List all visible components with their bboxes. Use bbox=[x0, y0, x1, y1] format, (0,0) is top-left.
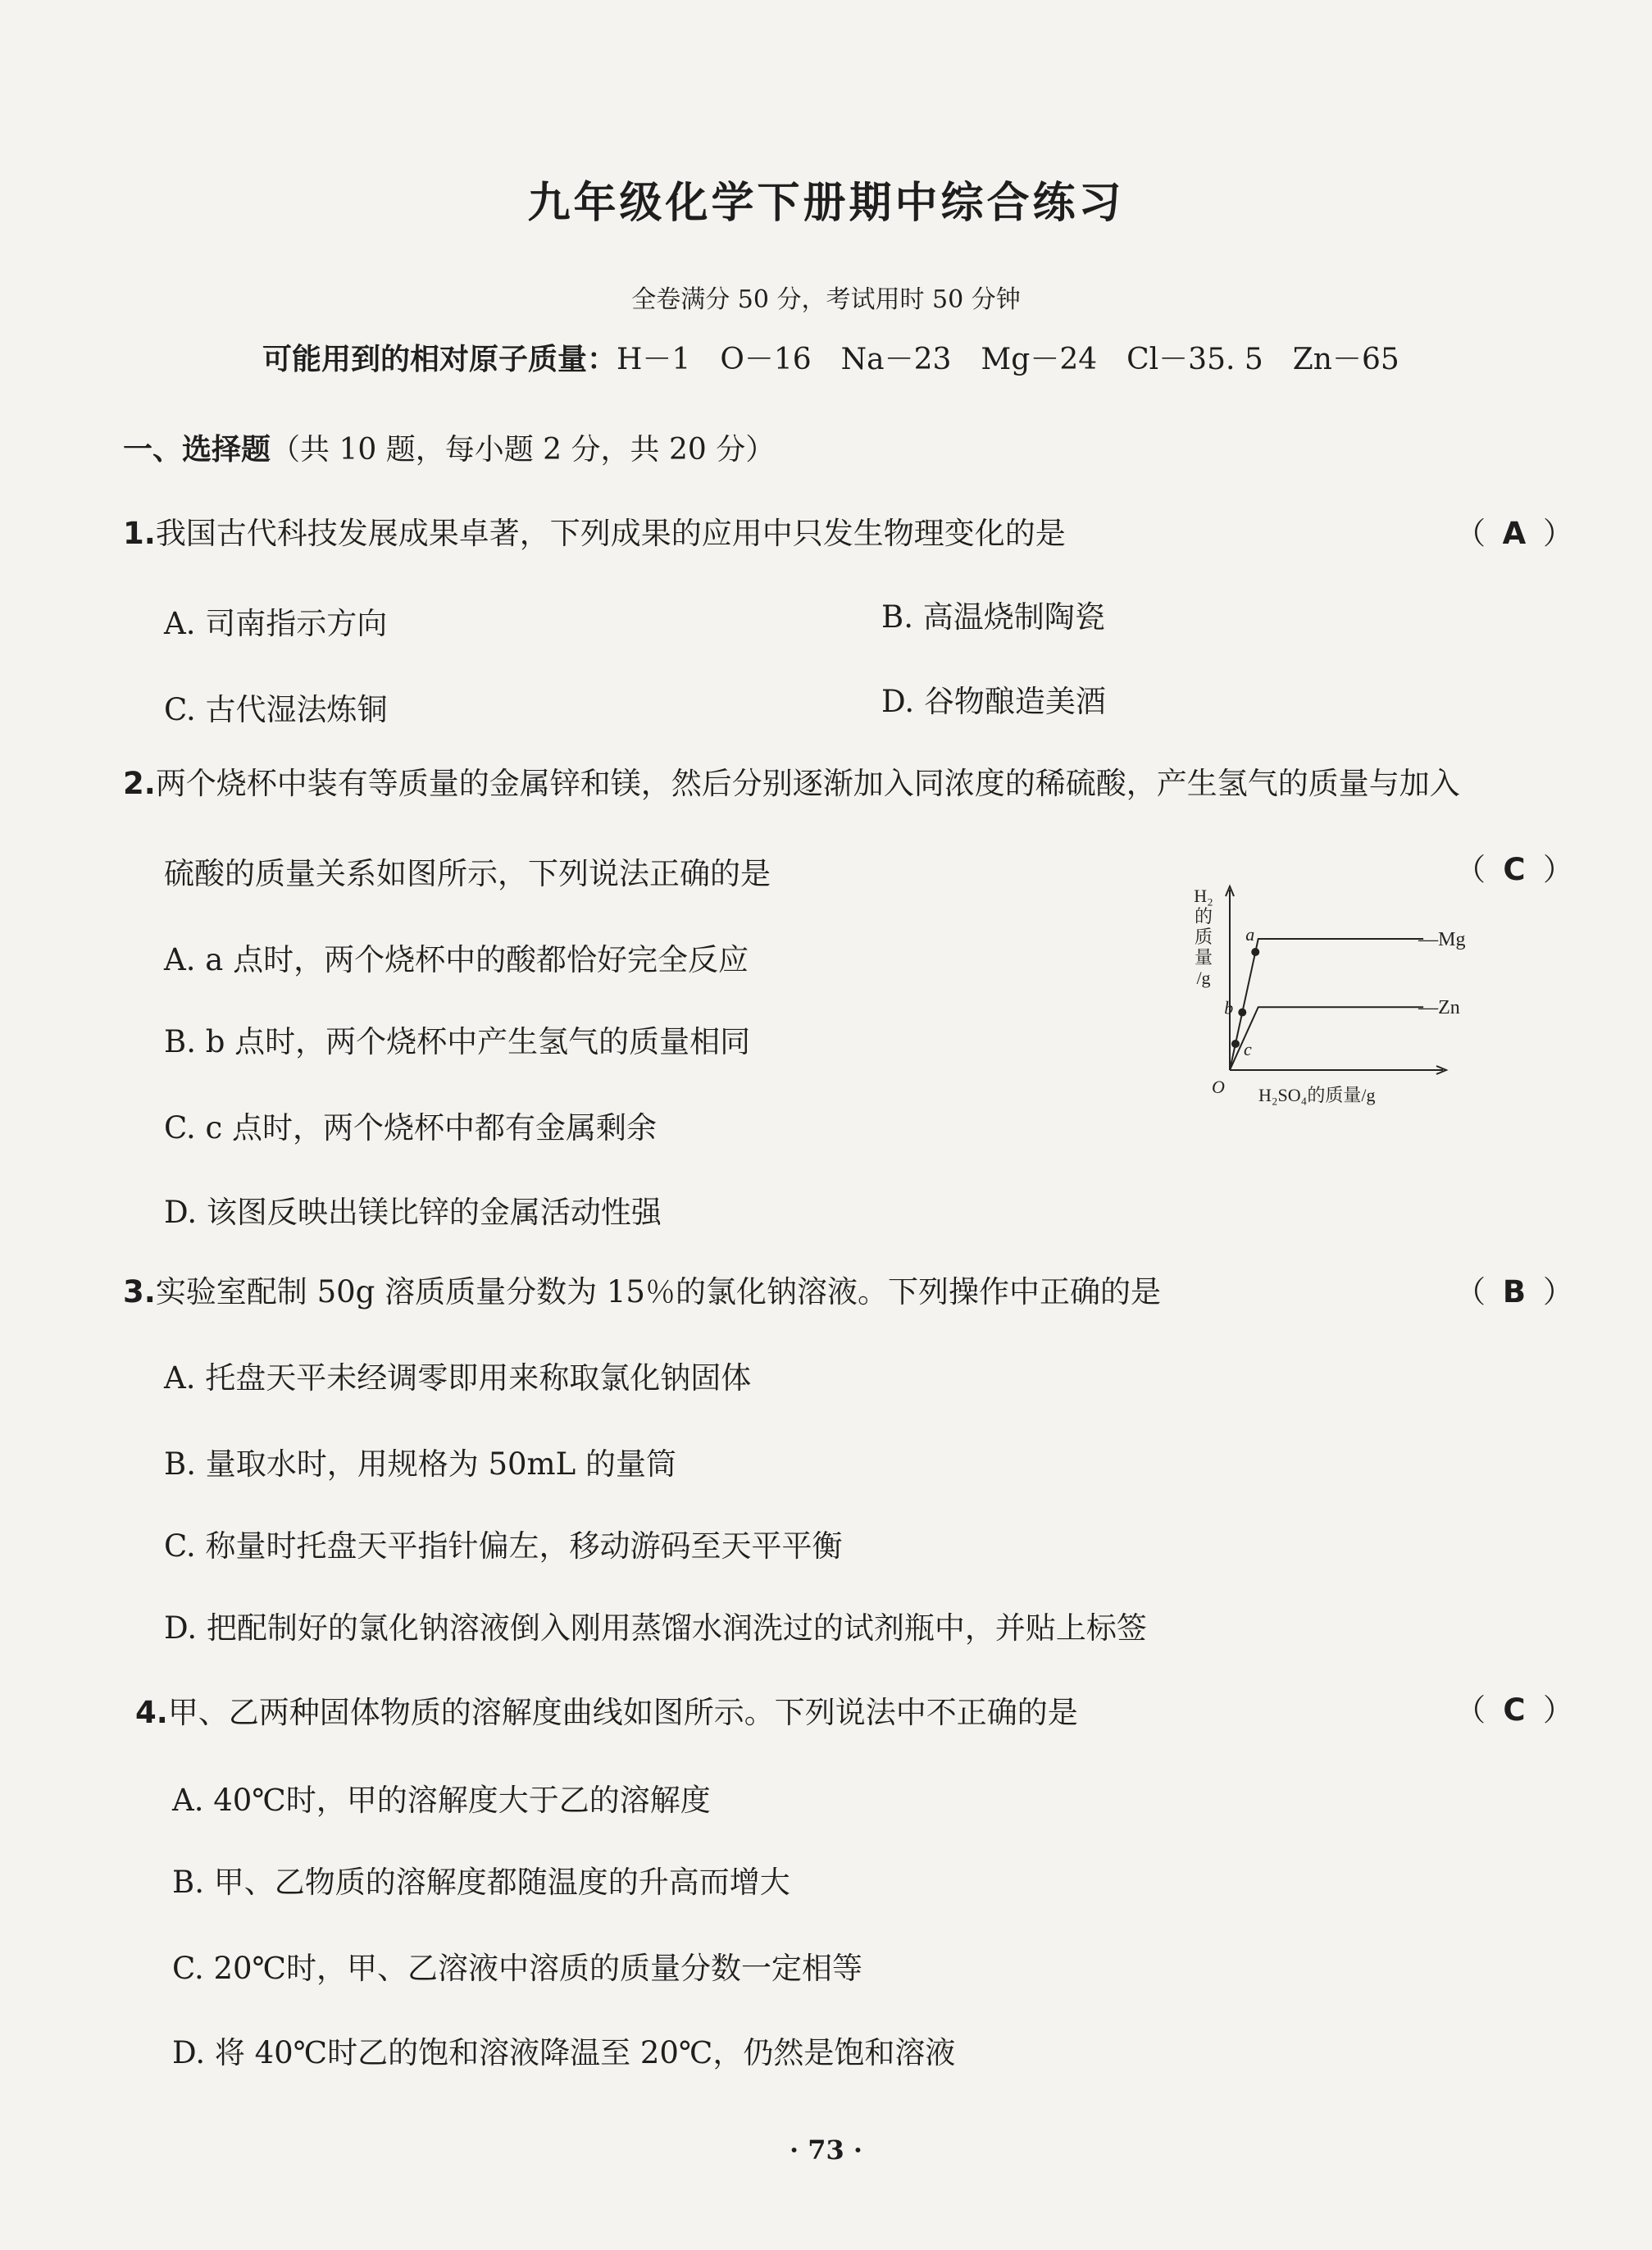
data-point-a bbox=[1251, 948, 1259, 956]
option: D. 谷物酿造美酒 bbox=[881, 684, 1106, 719]
option: B. 高温烧制陶瓷 bbox=[881, 599, 1105, 635]
y-axis-label: /g bbox=[1196, 968, 1211, 988]
option: A. 托盘天平未经调零即用来称取氯化钠固体 bbox=[164, 1360, 752, 1396]
data-point-c bbox=[1231, 1040, 1240, 1048]
series-line-mg bbox=[1230, 939, 1423, 1070]
question-4-stem bbox=[135, 1688, 1078, 1732]
section-heading bbox=[123, 426, 775, 468]
page-title: 九年级化学下册期中综合练习 bbox=[527, 179, 1125, 228]
option: C. 古代湿法炼铜 bbox=[164, 692, 388, 727]
question-text: 两个烧杯中装有等质量的金属锌和镁，然后分别逐渐加入同浓度的稀硫酸，产生氢气的质量与加入 bbox=[155, 766, 1460, 801]
y-axis-label: 质 bbox=[1194, 927, 1213, 947]
option: C. 称量时托盘天平指针偏左，移动游码至天平平衡 bbox=[164, 1528, 843, 1564]
y-axis-label: 量 bbox=[1194, 947, 1213, 968]
answer-letter: A bbox=[1502, 516, 1527, 551]
origin-label: O bbox=[1212, 1077, 1225, 1097]
question-2-stem bbox=[123, 758, 1460, 803]
option: A. 40℃时，甲的溶解度大于乙的溶解度 bbox=[172, 1783, 711, 1818]
option: B. 甲、乙物质的溶解度都随温度的升高而增大 bbox=[172, 1865, 790, 1900]
option: B. b 点时，两个烧杯中产生氢气的质量相同 bbox=[164, 1024, 751, 1059]
option: C. 20℃时，甲、乙溶液中溶质的质量分数一定相等 bbox=[172, 1951, 862, 1986]
question-text: 我国古代科技发展成果卓著，下列成果的应用中只发生物理变化的是 bbox=[155, 516, 1066, 551]
y-axis-label: 的 bbox=[1194, 906, 1213, 927]
y-axis-label: H₂ bbox=[1194, 886, 1213, 906]
answer-letter: B bbox=[1502, 1274, 1527, 1309]
question-number: 1. bbox=[123, 516, 156, 551]
option: B. 量取水时，用规格为 50mL 的量筒 bbox=[164, 1446, 676, 1482]
option: D. 该图反映出镁比锌的金属活动性强 bbox=[164, 1195, 662, 1230]
x-axis-label: H₂SO₄的质量/g bbox=[1258, 1085, 1376, 1105]
section-title: 一、选择题 bbox=[123, 433, 271, 467]
question-number: 3. bbox=[123, 1274, 156, 1309]
option: D. 把配制好的氯化钠溶液倒入刚用蒸馏水润洗过的试剂瓶中，并贴上标签 bbox=[164, 1610, 1147, 1646]
page-number: · 73 · bbox=[789, 2134, 863, 2166]
question-text: 实验室配制 50g 溶质质量分数为 15％的氯化钠溶液。下列操作中正确的是 bbox=[155, 1274, 1161, 1309]
series-line-zn bbox=[1230, 1007, 1423, 1070]
series-label-mg: —Mg bbox=[1418, 929, 1466, 950]
section-note: （共 10 题，每小题 2 分，共 20 分） bbox=[271, 433, 776, 467]
point-label-a: a bbox=[1245, 924, 1255, 945]
question-2-stem-cont: 硫酸的质量关系如图所示，下列说法正确的是 bbox=[164, 856, 771, 891]
question-text: 甲、乙两种固体物质的溶解度曲线如图所示。下列说法中不正确的是 bbox=[167, 1695, 1078, 1730]
chart-axes bbox=[1194, 886, 1446, 1105]
point-label-c: c bbox=[1243, 1039, 1252, 1059]
answer-letter: C bbox=[1503, 852, 1526, 887]
atomic-masses bbox=[262, 336, 1399, 378]
question-number: 2. bbox=[123, 766, 156, 801]
atomic-masses-values: H－1 O－16 Na－23 Mg－24 Cl－35. 5 Zn－65 bbox=[617, 343, 1399, 376]
option: A. a 点时，两个烧杯中的酸都恰好完全反应 bbox=[164, 942, 749, 977]
answer-letter: C bbox=[1503, 1692, 1526, 1728]
answer-bracket: （ C ） bbox=[1455, 1692, 1573, 1728]
answer-bracket: （ B ） bbox=[1455, 1274, 1573, 1309]
question-1-stem bbox=[123, 508, 1066, 553]
atomic-masses-label: 可能用到的相对原子质量： bbox=[262, 343, 617, 376]
question-3-stem bbox=[123, 1267, 1161, 1311]
chart-series bbox=[1230, 939, 1423, 1070]
answer-bracket: （ A ） bbox=[1455, 516, 1573, 551]
option: C. c 点时，两个烧杯中都有金属剩余 bbox=[164, 1110, 657, 1145]
chart-labels bbox=[1224, 924, 1465, 1059]
option: D. 将 40℃时乙的饱和溶液降温至 20℃，仍然是饱和溶液 bbox=[172, 2035, 956, 2070]
question-number: 4. bbox=[135, 1695, 168, 1730]
data-point-b bbox=[1238, 1009, 1246, 1017]
hydrogen-mass-chart bbox=[1181, 877, 1466, 1107]
exam-subtitle: 全卷满分 50 分，考试用时 50 分钟 bbox=[631, 285, 1021, 314]
point-label-b: b bbox=[1224, 997, 1234, 1018]
option: A. 司南指示方向 bbox=[164, 606, 388, 641]
answer-bracket: （ C ） bbox=[1455, 852, 1573, 887]
series-label-zn: —Zn bbox=[1418, 997, 1460, 1019]
